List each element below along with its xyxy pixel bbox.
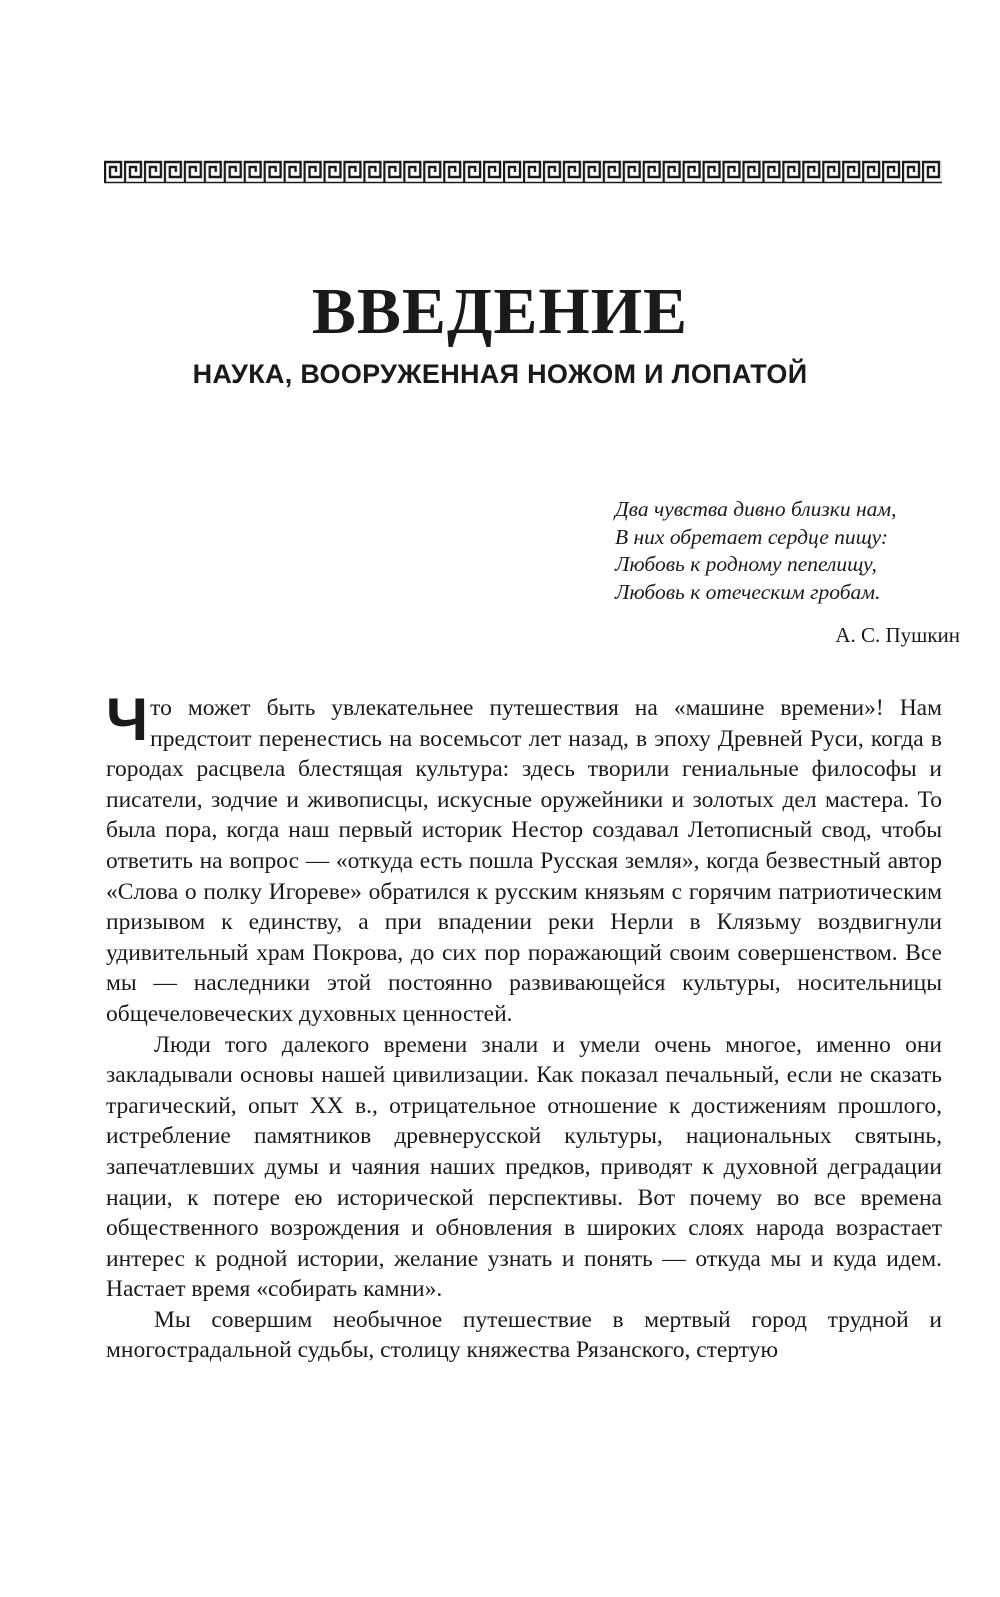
epigraph-author: А. С. Пушкин bbox=[835, 623, 960, 647]
body-text bbox=[106, 686, 942, 1366]
paragraph-text: то может быть увлекательнее путешествия на «машине времени»! Нам предстоит перенестись на восемьсот лет назад, в эпоху Древней Руси, когда в городах расцвела блестящая культура: здесь творили гениальные философы и писатели, зодчие и живописцы, искусные оружейники и золотых дел мастера. То была пора, когда наш первый историк Нестор создавал Летописный свод, чтобы ответить на вопрос — «откуда есть пошла Русская земля», когда безвестный автор «Слова о полку Игореве» обратился к русским князьям с горячим патриотическим призывом к единству, а при впадении реки Нерли в Клязьму воздвигнули удивительный храм Покрова, до сих пор поражающий своим совершенством. Все мы — наследники этой постоянно развивающейся культуры, носительницы общечеловеческих духовных ценностей. bbox=[106, 695, 942, 1027]
meander-ornament-icon bbox=[104, 160, 942, 184]
epigraph-line: В них обретает сердце пищу: bbox=[615, 524, 889, 549]
epigraph-line: Любовь к родному пепелищу, bbox=[615, 552, 877, 576]
paragraph: Мы совершим необычное путешествие в мертвый город трудной и многострадальной судьбы, столицу княжества Рязанского, стертую bbox=[106, 1306, 942, 1364]
chapter-title: ВВЕДЕНИЕ bbox=[311, 275, 689, 348]
epigraph bbox=[615, 496, 960, 647]
drop-cap: Ч bbox=[106, 686, 149, 753]
epigraph-line: Любовь к отеческим гробам. bbox=[615, 579, 881, 604]
paragraph bbox=[106, 686, 942, 1030]
epigraph-line: Два чувства дивно близки нам, bbox=[615, 497, 897, 521]
chapter-subtitle: НАУКА, ВООРУЖЕННАЯ НОЖОМ И ЛОПАТОЙ bbox=[192, 359, 808, 389]
paragraph: Люди того далекого времени знали и умели очень многое, именно они закладывали основы нашей цивилизации. Как показал печальный, если не сказать трагический, опыт XX в., отрицательное отношение к достижениям прошлого, истребление памятников древнерусской культуры, национальных святынь, запечатлевших думы и чаяния наших предков, приводят к духовной деградации нации, к потере ею исторической перспективы. Вот почему во все времена общественного возрождения и обновления в широких слоях народа возрастает интерес к родной истории, желание узнать и понять — откуда мы и куда идем. Настает время «собирать камни». bbox=[106, 1031, 942, 1303]
